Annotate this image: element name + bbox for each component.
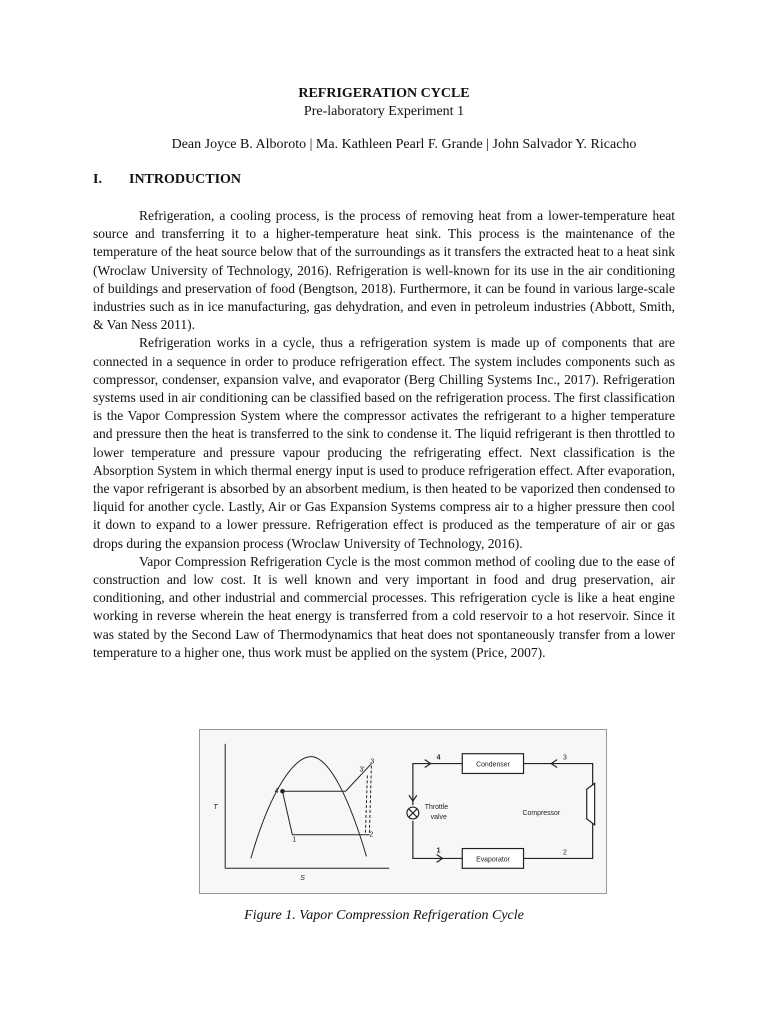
- node-label-3: 3: [563, 754, 567, 762]
- compressor-symbol: [587, 783, 595, 824]
- ts-process-4-1-2: [282, 791, 369, 834]
- figure-caption: Figure 1. Vapor Compression Refrigeration Cycle: [244, 908, 524, 923]
- ts-point-label-3: 3: [370, 758, 375, 766]
- section-title: INTRODUCTION: [129, 172, 242, 187]
- ts-point-label-1: 1: [292, 836, 297, 844]
- node-label-1: 1: [436, 847, 441, 855]
- paragraph: Vapor Compression Refrigeration Cycle is the most common method of cooling due to the ease of construction and low cost. It is well known and very important in food and drug preservation, air conditioning, and other industrial and commercial processes. This refrigeration cycle is like a heat engine working in reverse wherein the heat energy is transferred from a cold reservoir to a hot reservoir. Since it was stated by the Second Law of Thermodynamics that heat does not spontaneously transfer from a lower temperature to a higher one, thus work must be applied on the system (Price, 2007).: [93, 553, 675, 660]
- author-list: Dean Joyce B. Alboroto | Ma. Kathleen Pearl F. Grande | John Salvador Y. Ricacho: [171, 137, 637, 152]
- document-title: REFRIGERATION CYCLE: [298, 86, 470, 101]
- saturation-dome: [251, 757, 367, 859]
- compressor-label: Compressor: [522, 809, 561, 817]
- ts-diagram: [225, 744, 389, 868]
- throttle-label-line2: valve: [430, 813, 447, 821]
- figure-diagram: [200, 730, 606, 893]
- paragraph: Refrigeration, a cooling process, is the process of removing heat from a lower-temperature heat source and transferring it to a higher-temperature heat sink. This process is the maintenance of the temperature of the heat source below that of the surroundings as it transfers the extracted heat to a heat sink (Wroclaw University of Technology, 2016). Refrigeration is well-known for its use in the air conditioning of buildings and preservation of food (Bengtson, 2018). Furthermore, it can be found in various large-scale industries such as in ice manufacturing, gas dehydration, and even in petroleum industries (Abbott, Smith, & Van Ness 2011).: [93, 208, 675, 333]
- node-label-2: 2: [563, 849, 567, 857]
- figure-vapor-compression-cycle: [199, 729, 607, 894]
- ts-axis-x-label: S: [300, 875, 305, 883]
- ts-point-label-2: 2: [369, 831, 374, 839]
- ts-labels: [213, 759, 374, 883]
- node-label-4: 4: [436, 754, 441, 762]
- ts-axis-y-label: T: [213, 804, 218, 812]
- line-evaporator-to-compressor: [524, 819, 593, 859]
- ts-point-4: [281, 789, 285, 793]
- section-number: I.: [93, 172, 102, 187]
- body-text: [93, 207, 675, 662]
- ts-process-2-3prime: [365, 773, 367, 832]
- document-subtitle: Pre-laboratory Experiment 1: [303, 104, 465, 119]
- ts-process-2-3: [369, 766, 371, 833]
- paragraph: Refrigeration works in a cycle, thus a refrigeration system is made up of components that are connected in a sequence in order to produce refrigeration effect. The system includes components such as compressor, condenser, expansion valve, and evaporator (Berg Chilling Systems Inc., 2017). Refrigeration systems used in air conditioning can be classified based on the refrigeration process. The first classification is the Vapor Compression System where the compressor activates the refrigerant to a higher temperature and pressure then the heat is transferred to the sink to condense it. The liquid refrigerant is then throttled to lower temperature and pressure vapour producing the refrigerating effect. Next classification is the Absorption System in which thermal energy input is used to produce refrigeration effect. After evaporation, the vapor refrigerant is absorbed by an absorbent medium, is then heated to be vaporized then condensed to liquid for another cycle. Lastly, Air or Gas Expansion Systems compress air to a higher pressure then cool it down to expand to a lower pressure. Refrigeration effect is produced as the temperature of air or gas drops during the expansion process (Wroclaw University of Technology, 2016).: [93, 335, 675, 551]
- section-heading: [93, 172, 241, 188]
- ts-point-label-4: 4: [274, 788, 279, 796]
- evaporator-label: Evaporator: [476, 856, 510, 864]
- condenser-label: Condenser: [476, 761, 510, 769]
- throttle-label-line1: Throttle: [424, 804, 449, 812]
- ts-point-label-3prime: 3': [359, 766, 365, 774]
- line-condenser-to-valve: [413, 764, 462, 805]
- line-compressor-to-condenser: [524, 764, 593, 790]
